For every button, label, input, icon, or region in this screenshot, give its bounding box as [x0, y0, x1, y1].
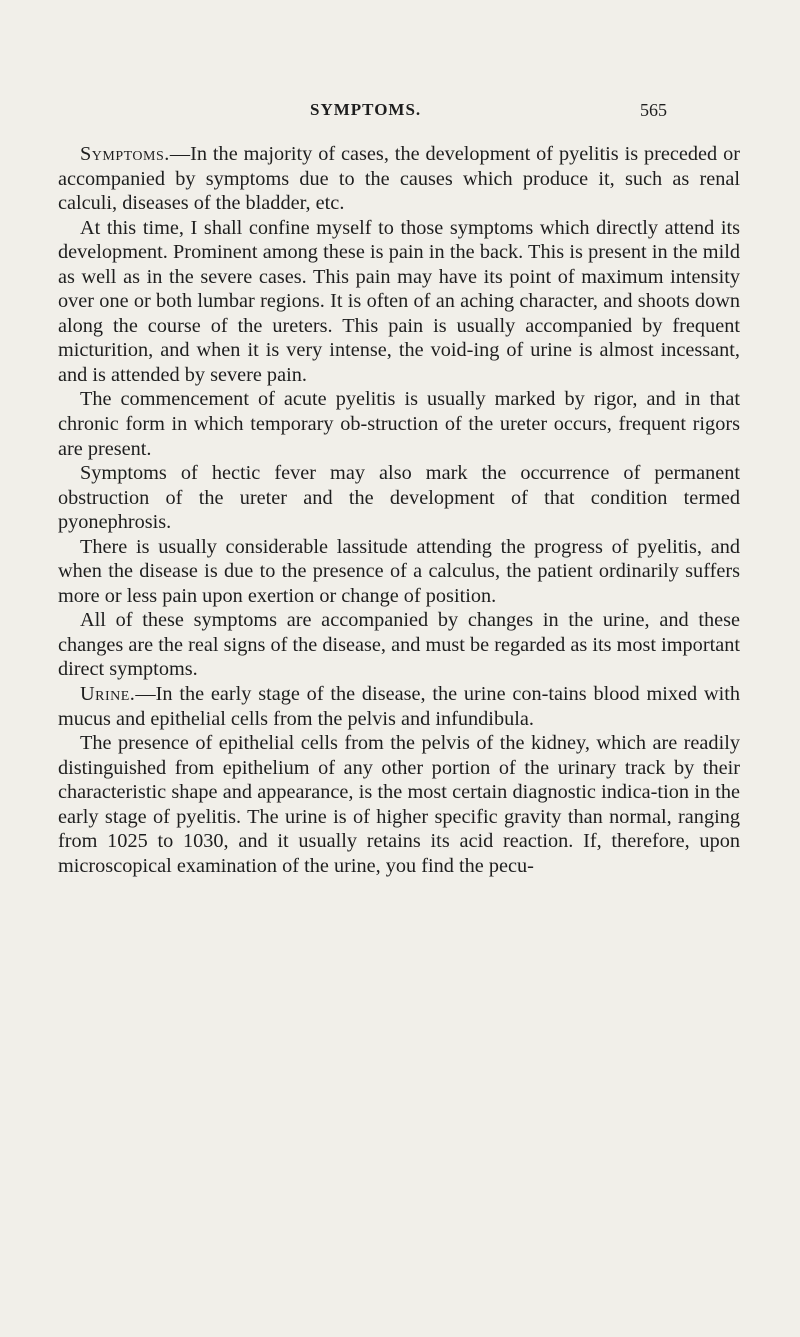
- body-text: [58, 142, 740, 878]
- paragraph: [58, 535, 740, 609]
- paragraph: [58, 608, 740, 682]
- section-heading-symptoms: Symptoms.: [80, 143, 170, 165]
- running-head-title: SYMPTOMS.: [310, 100, 422, 119]
- paragraph-text: —In the early stage of the disease, the urine con-tains blood mixed with mucus and epithelial cells from the pelvis and infundibula.: [58, 683, 740, 730]
- paragraph-text: —In the majority of cases, the development of pyelitis is preceded or accompanied by symptoms due to the causes which produce it, such as renal calculi, diseases of the bladder, etc.: [58, 143, 740, 215]
- paragraph-text: All of these symptoms are accompanied by changes in the urine, and these changes are the real signs of the disease, and must be regarded as its most important direct symptoms.: [58, 609, 740, 681]
- paragraph-text: The commencement of acute pyelitis is usually marked by rigor, and in that chronic form in which temporary ob-struction of the ureter occurs, frequent rigors are present.: [58, 388, 740, 460]
- paragraph-text: Symptoms of hectic fever may also mark the occurrence of permanent obstruction of the ureter and the development of that condition termed pyonephrosis.: [58, 462, 740, 534]
- paragraph: [58, 682, 740, 731]
- paragraph: [58, 142, 740, 216]
- page-number: 565: [640, 100, 667, 120]
- paragraph-text: There is usually considerable lassitude attending the progress of pyelitis, and when the disease is due to the presence of a calculus, the patient ordinarily suffers more or less pain upon exertion or change of position.: [58, 535, 740, 607]
- paragraph-text: The presence of epithelial cells from the pelvis of the kidney, which are readily distinguished from epithelium of any other portion of the urinary track by their characteristic shape and appearance, is the most certain diagnostic indica-tion in the early stage of pyelitis. The urine is of higher specific gravity than normal, ranging from 1025 to 1030, and it usually retains its acid reaction. If, therefore, upon microscopical examination of the urine, you find the pecu-: [58, 732, 740, 877]
- paragraph: [58, 216, 740, 388]
- paragraph: [58, 387, 740, 461]
- running-head: [0, 100, 800, 124]
- paragraph: [58, 731, 740, 878]
- section-heading-urine: Urine.: [80, 683, 136, 706]
- paragraph: [58, 461, 740, 535]
- paragraph-text: At this time, I shall confine myself to those symptoms which directly attend its development. Prominent among these is pain in the back. This is present in the mild as well as in the severe cases. This pain may have its point of maximum intensity over one or both lumbar regions. It is often of an aching character, and shoots down along the course of the ureters. This pain is usually accompanied by frequent micturition, and when it is very intense, the void-ing of urine is almost incessant, and is attended by severe pain.: [58, 216, 740, 386]
